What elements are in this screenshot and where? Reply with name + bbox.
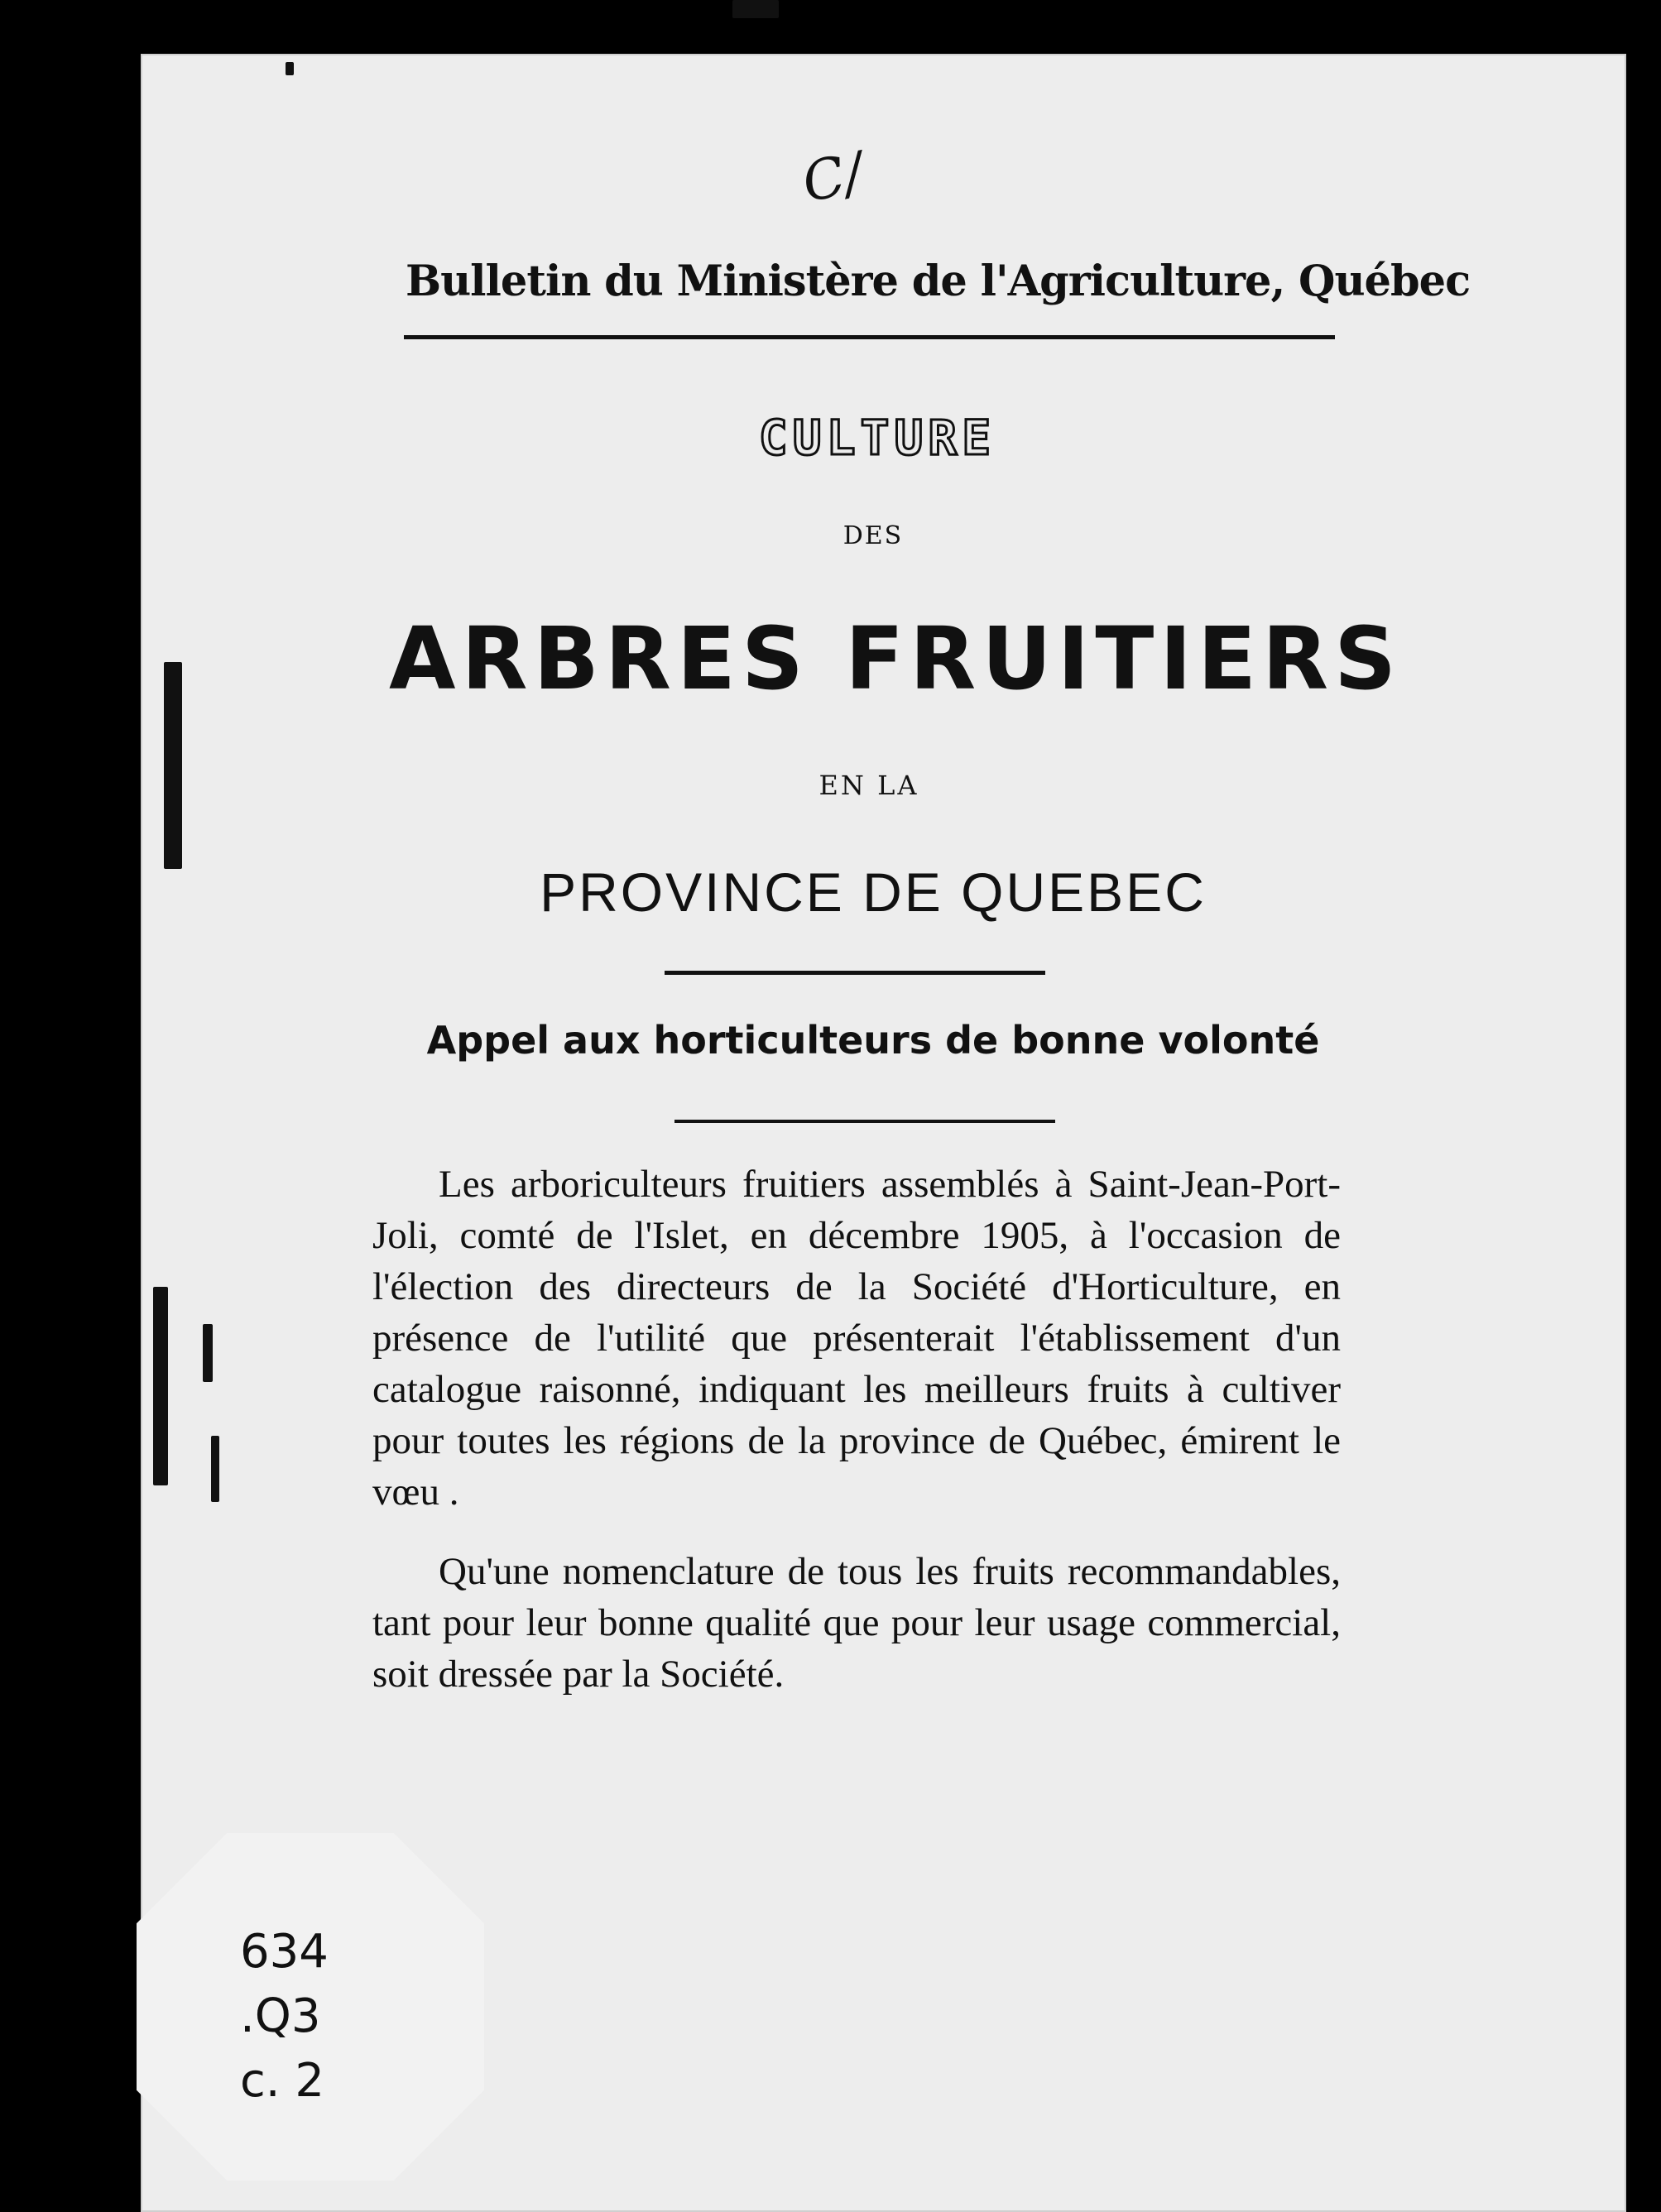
handwritten-mark: C/ (796, 140, 869, 215)
margin-mark (211, 1436, 219, 1502)
bulletin-header: Bulletin du Ministère de l'Agriculture, Québec (406, 257, 1471, 306)
title-des: DES (843, 521, 904, 550)
title-rule (665, 971, 1045, 975)
margin-mark (153, 1287, 168, 1485)
title-en-la: EN LA (818, 770, 919, 801)
subtitle-rule (674, 1120, 1055, 1123)
header-rule (404, 335, 1335, 339)
margin-mark (286, 62, 294, 75)
scan-speck (732, 0, 779, 18)
margin-mark (164, 662, 182, 869)
call-number-line: c. 2 (240, 2054, 325, 2108)
call-number (240, 1920, 406, 2114)
body-text (372, 1159, 1341, 1728)
paragraph: Qu'une nomenclature de tous les fruits recommandables, tant pour leur bonne qualité que pour leur usage commercial, soit dressée par la Société. (372, 1550, 1341, 1696)
paragraph: Les arboriculteurs fruitiers assemblés à Saint-Jean-Port-Joli, comté de l'Islet, en décembre 1905, à l'occasion de l'élection des directeurs de la Société d'Horticulture, en présence de l'utilité que présenterait l'établissement d'un catalogue raisonné, indiquant les meilleurs fruits à cultiver pour toutes les régions de la province de Québec, émirent le vœu . (372, 1163, 1341, 1514)
title-culture: CULTURE (758, 410, 996, 466)
title-province: PROVINCE DE QUEBEC (540, 861, 1207, 923)
call-number-line: 634 (240, 1925, 329, 1979)
call-number-line: .Q3 (240, 1989, 321, 2043)
subtitle: Appel aux horticulteurs de bonne volonté (426, 1018, 1320, 1063)
margin-mark (203, 1324, 213, 1382)
title-arbres-fruitiers: ARBRES FRUITIERS (389, 608, 1403, 709)
